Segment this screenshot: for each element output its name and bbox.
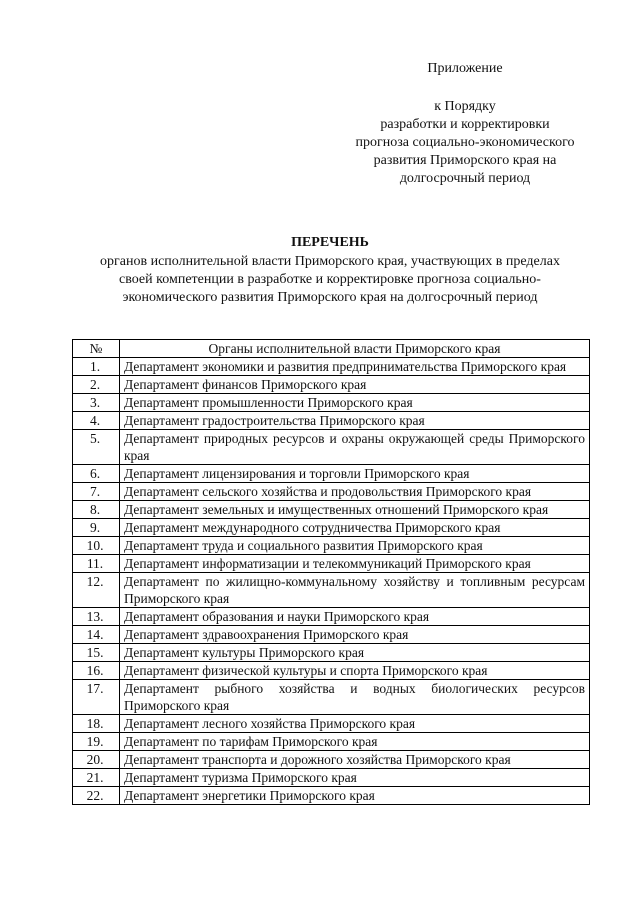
- row-authority-name: Департамент сельского хозяйства и продовольствия Приморского края: [120, 483, 590, 501]
- table-row: [73, 644, 590, 662]
- table-row: [73, 358, 590, 376]
- table-row: [73, 465, 590, 483]
- row-number: 15.: [73, 644, 120, 662]
- row-authority-name: Департамент труда и социального развития Приморского края: [120, 537, 590, 555]
- table-row: [73, 662, 590, 680]
- row-authority-name: Департамент физической культуры и спорта Приморского края: [120, 662, 590, 680]
- row-authority-name: Департамент градостроительства Приморского края: [120, 412, 590, 430]
- subtitle-line: органов исполнительной власти Приморского края, участвующих в пределах: [100, 254, 560, 269]
- row-authority-name: Департамент финансов Приморского края: [120, 376, 590, 394]
- row-authority-name: Департамент по тарифам Приморского края: [120, 733, 590, 751]
- table-row: [73, 519, 590, 537]
- table-row: [73, 376, 590, 394]
- table-row: [73, 715, 590, 733]
- row-authority-name: Департамент лесного хозяйства Приморского края: [120, 715, 590, 733]
- table-row: [73, 769, 590, 787]
- table-row: [73, 626, 590, 644]
- row-authority-name: Департамент энергетики Приморского края: [120, 787, 590, 805]
- row-authority-name: Департамент рыбного хозяйства и водных биологических ресурсов Приморского края: [120, 680, 590, 715]
- row-number: 8.: [73, 501, 120, 519]
- row-number: 6.: [73, 465, 120, 483]
- table-row: [73, 555, 590, 573]
- header-name: Органы исполнительной власти Приморского края: [120, 340, 590, 358]
- row-authority-name: Департамент промышленности Приморского края: [120, 394, 590, 412]
- row-authority-name: Департамент здравоохранения Приморского края: [120, 626, 590, 644]
- table-row: [73, 608, 590, 626]
- authorities-table: [72, 339, 590, 805]
- row-authority-name: Департамент информатизации и телекоммуникаций Приморского края: [120, 555, 590, 573]
- row-number: 1.: [73, 358, 120, 376]
- table-row: [73, 733, 590, 751]
- row-authority-name: Департамент земельных и имущественных отношений Приморского края: [120, 501, 590, 519]
- table-row: [73, 394, 590, 412]
- document-subtitle: [60, 253, 600, 307]
- document-title: ПЕРЕЧЕНЬ: [291, 235, 369, 250]
- row-authority-name: Департамент образования и науки Приморского края: [120, 608, 590, 626]
- row-authority-name: Департамент природных ресурсов и охраны окружающей среды Приморского края: [120, 430, 590, 465]
- row-authority-name: Департамент экономики и развития предпринимательства Приморского края: [120, 358, 590, 376]
- row-authority-name: Департамент лицензирования и торговли Приморского края: [120, 465, 590, 483]
- table-row: [73, 501, 590, 519]
- row-number: 18.: [73, 715, 120, 733]
- row-number: 21.: [73, 769, 120, 787]
- table-row: [73, 751, 590, 769]
- row-number: 14.: [73, 626, 120, 644]
- row-number: 17.: [73, 680, 120, 715]
- row-authority-name: Департамент туризма Приморского края: [120, 769, 590, 787]
- subtitle-line: экономического развития Приморского края на долгосрочный период: [122, 290, 538, 305]
- row-number: 20.: [73, 751, 120, 769]
- row-authority-name: Департамент культуры Приморского края: [120, 644, 590, 662]
- table-row: [73, 680, 590, 715]
- appendix-title: Приложение: [427, 61, 503, 76]
- table-row: [73, 537, 590, 555]
- table-header-row: [73, 340, 590, 358]
- row-number: 12.: [73, 573, 120, 608]
- row-number: 13.: [73, 608, 120, 626]
- appendix-line: к Порядку: [434, 99, 496, 114]
- table-row: [73, 573, 590, 608]
- row-number: 5.: [73, 430, 120, 465]
- subtitle-line: своей компетенции в разработке и корректировке прогноза социально-: [119, 272, 541, 287]
- row-number: 10.: [73, 537, 120, 555]
- row-number: 3.: [73, 394, 120, 412]
- appendix-line: разработки и корректировки: [380, 117, 550, 132]
- row-authority-name: Департамент международного сотрудничества Приморского края: [120, 519, 590, 537]
- row-number: 2.: [73, 376, 120, 394]
- row-number: 4.: [73, 412, 120, 430]
- row-authority-name: Департамент по жилищно-коммунальному хозяйству и топливным ресурсам Приморского края: [120, 573, 590, 608]
- row-authority-name: Департамент транспорта и дорожного хозяйства Приморского края: [120, 751, 590, 769]
- table-body: [73, 358, 590, 805]
- row-number: 11.: [73, 555, 120, 573]
- row-number: 16.: [73, 662, 120, 680]
- row-number: 19.: [73, 733, 120, 751]
- appendix-line: долгосрочный период: [399, 171, 531, 186]
- appendix-header: [340, 60, 590, 188]
- row-number: 22.: [73, 787, 120, 805]
- row-number: 9.: [73, 519, 120, 537]
- header-number: №: [73, 340, 120, 358]
- table-row: [73, 412, 590, 430]
- appendix-line: прогноза социально-экономического: [355, 135, 575, 150]
- row-number: 7.: [73, 483, 120, 501]
- table-row: [73, 483, 590, 501]
- table-row: [73, 787, 590, 805]
- table-row: [73, 430, 590, 465]
- appendix-line: развития Приморского края на: [373, 153, 557, 168]
